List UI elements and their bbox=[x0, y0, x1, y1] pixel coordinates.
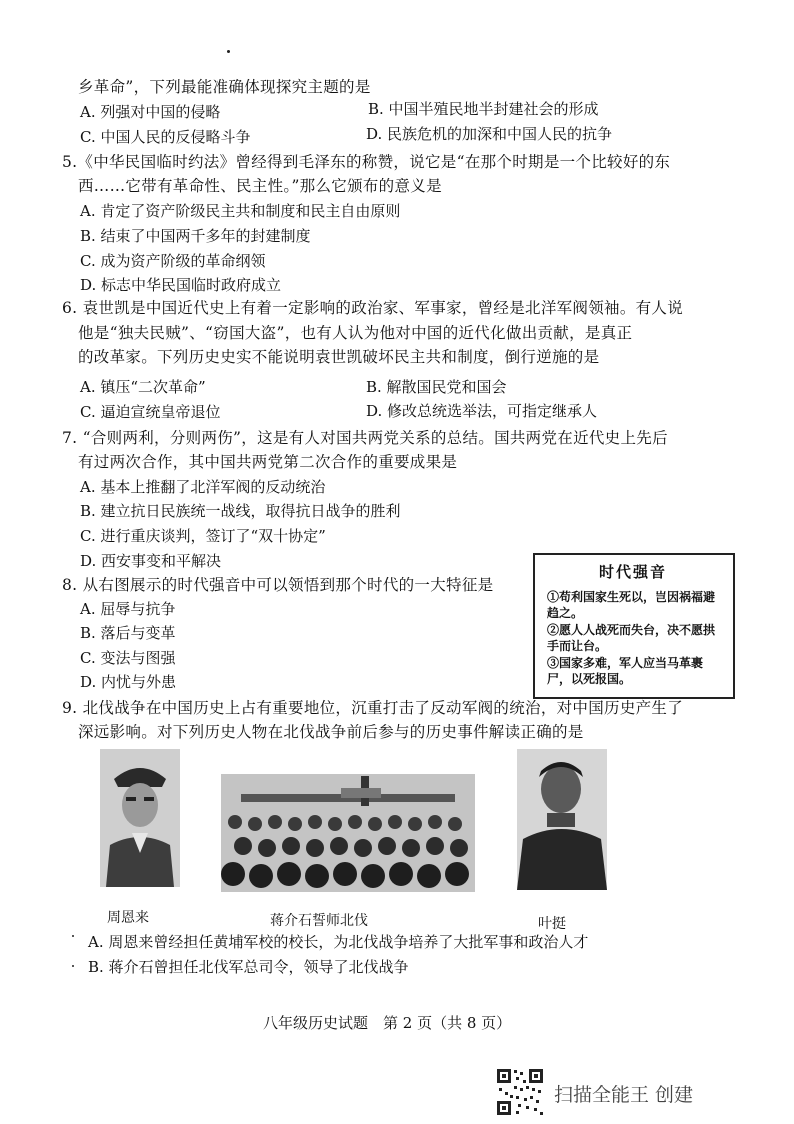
era-voices-item-3: ③国家多难，军人应当马革裹尸，以死报国。 bbox=[547, 656, 704, 686]
era-voices-figure bbox=[533, 553, 735, 699]
question-8-option-c: C. 变法与图强 bbox=[80, 649, 176, 667]
question-4-option-d: D. 民族危机的加深和中国人民的抗争 bbox=[366, 125, 613, 143]
question-5-stem-line-1: 5.《中华民国临时约法》曾经得到毛泽东的称赞，说它是“在那个时期是一个比较好的东 bbox=[62, 153, 671, 171]
question-5-option-c: C. 成为资产阶级的革命纲领 bbox=[80, 252, 266, 270]
question-9-option-a: A. 周恩来曾经担任黄埔军校的校长，为北伐战争培养了大批军事和政治人才 bbox=[88, 933, 589, 951]
question-6-option-c: C. 逼迫宣统皇帝退位 bbox=[80, 403, 221, 421]
question-5-option-a: A. 肯定了资产阶级民主共和制度和民主自由原则 bbox=[80, 202, 401, 220]
era-voices-item-1: ①苟利国家生死以，岂因祸福避趋之。 bbox=[547, 590, 716, 620]
question-4-option-c: C. 中国人民的反侵略斗争 bbox=[80, 128, 251, 146]
question-6-stem-line-1: 6. 袁世凯是中国近代史上有着一定影响的政治家、军事家，曾经是北洋军阀领袖。有人说 bbox=[62, 299, 684, 317]
northern-expedition-rally-photo bbox=[221, 774, 475, 892]
question-7-option-a: A. 基本上推翻了北洋军阀的反动统治 bbox=[80, 478, 326, 496]
ye-ting-photo bbox=[517, 749, 607, 890]
scanner-brand-text: 扫描全能王 创建 bbox=[554, 1084, 694, 1106]
caption-northern-expedition: 蒋介石誓师北伐 bbox=[270, 913, 368, 929]
question-4-option-b: B. 中国半殖民地半封建社会的形成 bbox=[368, 100, 599, 118]
era-voices-title: 时代强音 bbox=[598, 563, 667, 581]
zhou-enlai-photo bbox=[100, 749, 180, 887]
page-footer: 八年级历史试题 第 2 页（共 8 页） bbox=[263, 1014, 512, 1032]
question-9-option-b: B. 蒋介石曾担任北伐军总司令，领导了北伐战争 bbox=[88, 958, 409, 976]
question-8-option-a: A. 屈辱与抗争 bbox=[80, 600, 176, 618]
speck bbox=[72, 935, 74, 937]
question-6-option-d: D. 修改总统选举法，可指定继承人 bbox=[366, 402, 598, 420]
question-6-option-b: B. 解散国民党和国会 bbox=[366, 378, 507, 396]
question-8-stem: 8. 从右图展示的时代强音中可以领悟到那个时代的一大特征是 bbox=[62, 576, 494, 594]
crowd-illustration bbox=[221, 774, 475, 892]
question-8-option-d: D. 内忧与外患 bbox=[80, 673, 177, 691]
portrait-illustration bbox=[517, 749, 607, 890]
question-7-stem-line-2: 有过两次合作，其中国共两党第二次合作的重要成果是 bbox=[78, 453, 458, 471]
era-voices-item-2: ②愿人人战死而失台，决不愿拱手而让台。 bbox=[547, 623, 716, 653]
question-5-option-b: B. 结束了中国两千多年的封建制度 bbox=[80, 227, 311, 245]
question-9-stem-line-2: 深远影响。对下列历史人物在北伐战争前后参与的历史事件解读正确的是 bbox=[78, 723, 584, 741]
question-5-stem-line-2: 西……它带有革命性、民主性。”那么它颁布的意义是 bbox=[78, 177, 442, 195]
question-6-stem-line-2: 他是“独夫民贼”、“窃国大盗”，也有人认为他对中国的近代化做出贡献，是真正 bbox=[78, 324, 633, 342]
question-7-stem-line-1: 7. “合则两利，分则两伤”，这是有人对国共两党关系的总结。国共两党在近代史上先后 bbox=[62, 429, 668, 447]
question-4-stem-tail: 乡革命”，下列最能准确体现探究主题的是 bbox=[78, 78, 371, 96]
portrait-illustration bbox=[100, 749, 180, 887]
question-7-option-b: B. 建立抗日民族统一战线，取得抗日战争的胜利 bbox=[80, 502, 401, 520]
question-7-option-d: D. 西安事变和平解决 bbox=[80, 552, 222, 570]
speck bbox=[227, 50, 230, 53]
caption-ye-ting: 叶挺 bbox=[538, 916, 566, 932]
question-7-option-c: C. 进行重庆谈判，签订了“双十协定” bbox=[80, 527, 326, 545]
qr-code-icon bbox=[496, 1068, 544, 1116]
question-6-stem-line-3: 的改革家。下列历史史实不能说明袁世凯破坏民主共和制度，倒行逆施的是 bbox=[78, 348, 600, 366]
question-5-option-d: D. 标志中华民国临时政府成立 bbox=[80, 276, 282, 294]
question-6-option-a: A. 镇压“二次革命” bbox=[80, 378, 206, 396]
question-4-option-a: A. 列强对中国的侵略 bbox=[80, 103, 221, 121]
caption-zhou-enlai: 周恩来 bbox=[107, 910, 149, 926]
question-9-stem-line-1: 9. 北伐战争在中国历史上占有重要地位，沉重打击了反动军阀的统治，对中国历史产生了 bbox=[62, 699, 684, 717]
question-8-option-b: B. 落后与变革 bbox=[80, 624, 176, 642]
speck bbox=[72, 965, 74, 967]
